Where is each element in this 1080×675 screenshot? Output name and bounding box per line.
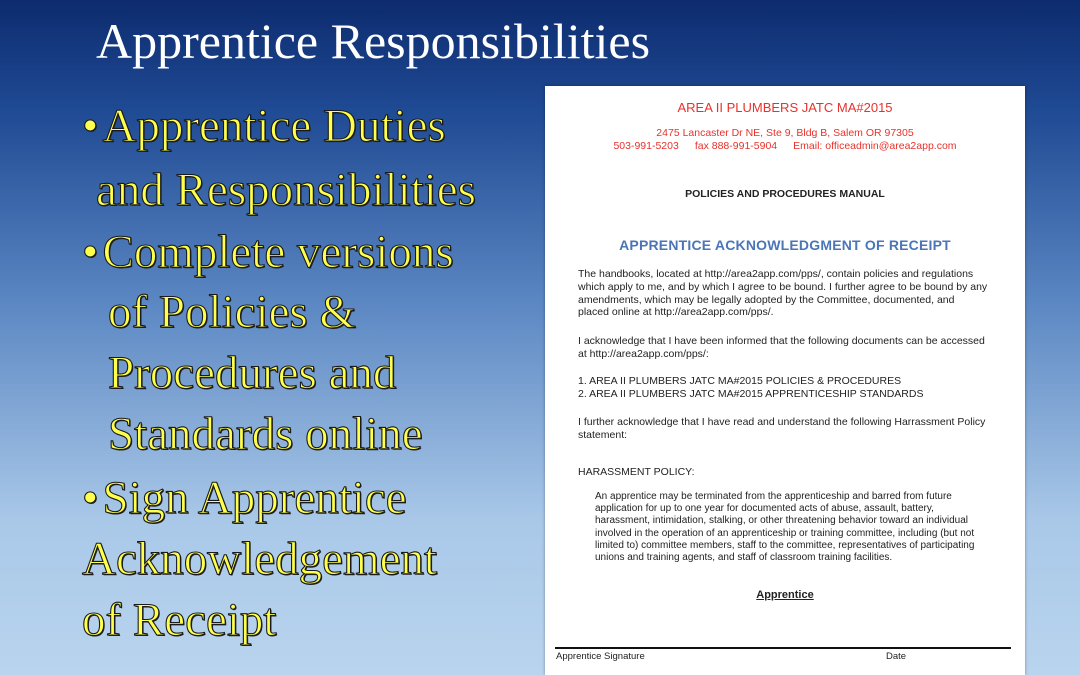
date-label: Date <box>886 651 907 662</box>
acknowledgment-document <box>545 86 1025 675</box>
signature-label: Apprentice Signature <box>556 651 645 662</box>
handbook-paragraph: The handbooks, located at http://area2app.com/pps/, contain policies and regulations which apply to me, and by which I agree to be bound. I further agree to be bound by any amendments, which may be legally adopted by the Committee, documented, and placed online at http://area2app.com/pps/. <box>578 268 988 319</box>
bullet-line: of Policies & <box>108 286 357 338</box>
harassment-text: An apprentice may be terminated from the apprenticeship and barred from future application for up to one year for documented acts of abuse, assault, battery, harassment, intimidation, stalking, or other threatening behavior toward an individual involved in the operation of an apprenticeship or training committee, including (but not limited to) committee members, staff to the committee, representatives of participating unions and training agents, and staff of classroom training facilities. <box>595 491 975 564</box>
email: Email: officeadmin@area2app.com <box>793 140 957 152</box>
bullet-item-policies <box>82 220 454 284</box>
bullet-line: of Receipt <box>82 594 277 646</box>
bullet-line: Apprentice Duties <box>102 100 446 152</box>
signature-line <box>555 647 1011 649</box>
bullet-line: and Responsibilities <box>96 164 476 216</box>
slide-title: Apprentice Responsibilities <box>96 13 651 69</box>
bullet-item-sign <box>82 466 407 530</box>
org-name: AREA II PLUMBERS JATC MA#2015 <box>677 100 893 115</box>
list-item: 1. AREA II PLUMBERS JATC MA#2015 POLICIES & PROCEDURES <box>578 375 902 387</box>
bullet-line: Standards online <box>108 408 423 460</box>
bullet-line: Procedures and <box>108 347 397 399</box>
bullet-dot: • <box>82 100 99 152</box>
phone: 503-991-5203 <box>613 140 679 152</box>
bullet-line: Sign Apprentice <box>102 472 407 524</box>
manual-title: POLICIES AND PROCEDURES MANUAL <box>685 188 885 200</box>
document-list <box>578 375 998 401</box>
fax: fax 888-991-5904 <box>694 140 778 152</box>
address: 2475 Lancaster Dr NE, Ste 9, Bldg B, Salem OR 97305 <box>656 127 914 139</box>
role-label: Apprentice <box>756 589 814 601</box>
acknowledgment-title: APPRENTICE ACKNOWLEDGMENT OF RECEIPT <box>619 237 951 253</box>
bullet-dot: • <box>82 226 99 278</box>
bullet-line: Complete versions <box>102 226 454 278</box>
bullet-dot: • <box>82 472 99 524</box>
access-paragraph: I acknowledge that I have been informed that the following documents can be accessed at http://area2app.com/pps/: <box>578 335 985 360</box>
contact-line <box>545 140 1025 153</box>
bullet-item-duties <box>82 94 446 158</box>
list-item: 2. AREA II PLUMBERS JATC MA#2015 APPRENTICESHIP STANDARDS <box>578 387 924 400</box>
bullet-line: Acknowledgement <box>82 533 438 585</box>
policy-ack-paragraph: I further acknowledge that I have read and understand the following Harrassment Policy statement: <box>578 416 986 441</box>
harassment-label: HARASSMENT POLICY: <box>578 466 695 478</box>
address-block <box>545 127 1025 153</box>
